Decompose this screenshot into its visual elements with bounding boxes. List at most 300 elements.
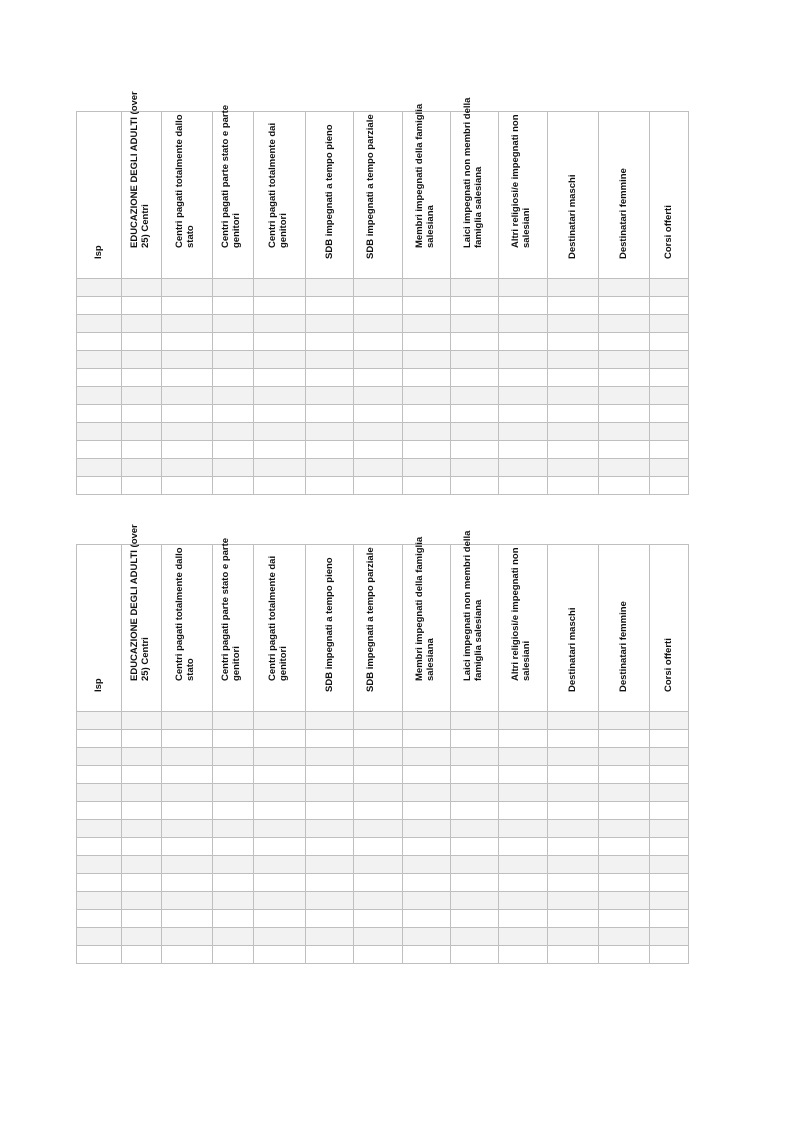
table-row xyxy=(77,459,689,477)
table-row xyxy=(77,784,689,802)
header-label: Corsi offerti xyxy=(663,205,674,259)
table-cell xyxy=(599,730,650,748)
table-cell xyxy=(548,387,599,405)
table-cell xyxy=(306,315,354,333)
table-cell xyxy=(77,333,122,351)
table-cell xyxy=(548,477,599,495)
table-cell xyxy=(599,820,650,838)
table-cell xyxy=(162,441,213,459)
table-cell xyxy=(548,766,599,784)
table-cell xyxy=(650,766,689,784)
header-label: Isp xyxy=(93,245,104,259)
table-cell xyxy=(548,459,599,477)
header-label: SDB impegnati a tempo parziale xyxy=(365,547,376,692)
table-cell xyxy=(354,423,403,441)
table-cell xyxy=(451,459,499,477)
table-cell xyxy=(548,892,599,910)
table-cell xyxy=(213,784,254,802)
header-label: Corsi offerti xyxy=(663,638,674,692)
table-cell xyxy=(122,730,162,748)
table-cell xyxy=(499,333,548,351)
table-cell xyxy=(254,874,306,892)
table-row xyxy=(77,297,689,315)
table-cell xyxy=(599,279,650,297)
table-cell xyxy=(548,820,599,838)
table-cell xyxy=(403,441,451,459)
table-cell xyxy=(254,820,306,838)
header-isp xyxy=(77,545,122,712)
table-cell xyxy=(254,315,306,333)
table-cell xyxy=(77,315,122,333)
table-cell xyxy=(306,441,354,459)
header-laici xyxy=(451,97,499,279)
table-cell xyxy=(599,802,650,820)
table-cell xyxy=(162,766,213,784)
header-sdb-tempo-pieno xyxy=(306,112,354,279)
table-cell xyxy=(254,405,306,423)
table-cell xyxy=(213,838,254,856)
table-cell xyxy=(650,784,689,802)
table-cell xyxy=(499,477,548,495)
table-cell xyxy=(499,874,548,892)
table-cell xyxy=(77,351,122,369)
table-cell xyxy=(162,333,213,351)
header-corsi-offerti xyxy=(650,112,689,279)
table-cell xyxy=(306,387,354,405)
table-cell xyxy=(306,459,354,477)
header-label: Laici impegnati non membri della famiglia salesiana xyxy=(461,97,484,248)
table-cell xyxy=(122,892,162,910)
header-label: Destinatari maschi xyxy=(567,607,578,692)
header-label: Centri pagati totalmente dallo stato xyxy=(174,114,196,248)
header-sdb-tempo-parziale xyxy=(354,112,403,279)
table-row xyxy=(77,712,689,730)
table-cell xyxy=(451,748,499,766)
table-cell xyxy=(403,784,451,802)
table-cell xyxy=(499,279,548,297)
table-cell xyxy=(354,730,403,748)
table-cell xyxy=(122,802,162,820)
table-cell xyxy=(354,928,403,946)
table-cell xyxy=(548,856,599,874)
table-cell xyxy=(254,946,306,964)
table-cell xyxy=(306,874,354,892)
header-label: Membri impegnati della famiglia salesiana xyxy=(413,536,436,681)
table-cell xyxy=(122,928,162,946)
table-cell xyxy=(548,748,599,766)
table-cell xyxy=(122,784,162,802)
table-cell xyxy=(122,405,162,423)
table-cell xyxy=(354,712,403,730)
table-cell xyxy=(354,387,403,405)
table-cell xyxy=(403,874,451,892)
table-cell xyxy=(403,802,451,820)
table-cell xyxy=(254,387,306,405)
table-cell xyxy=(499,459,548,477)
header-label: Centri pagati totalmente dai genitori xyxy=(266,555,289,681)
table-cell xyxy=(254,910,306,928)
table-row xyxy=(77,279,689,297)
table-cell xyxy=(499,441,548,459)
table-cell xyxy=(548,802,599,820)
header-centri-stato-genitori xyxy=(213,104,254,279)
table-cell xyxy=(162,856,213,874)
table-cell xyxy=(650,405,689,423)
table-cell xyxy=(403,405,451,423)
table-body xyxy=(77,279,689,495)
table-cell xyxy=(403,820,451,838)
table-cell xyxy=(354,892,403,910)
table-cell xyxy=(599,441,650,459)
table-cell xyxy=(122,315,162,333)
table-cell xyxy=(162,477,213,495)
table-cell xyxy=(162,351,213,369)
table-cell xyxy=(122,423,162,441)
table-cell xyxy=(354,405,403,423)
table-cell xyxy=(548,315,599,333)
table-cell xyxy=(548,784,599,802)
table-cell xyxy=(254,838,306,856)
table-cell xyxy=(403,369,451,387)
table-cell xyxy=(77,712,122,730)
table-cell xyxy=(650,892,689,910)
table-cell xyxy=(306,820,354,838)
table-cell xyxy=(548,730,599,748)
table-cell xyxy=(306,838,354,856)
table-cell xyxy=(77,748,122,766)
table-cell xyxy=(599,838,650,856)
header-sdb-tempo-parziale xyxy=(354,545,403,712)
header-label: EDUCAZIONE DEGLI ADULTI (over 25) Centri xyxy=(128,91,151,248)
table-cell xyxy=(650,279,689,297)
table-cell xyxy=(499,784,548,802)
header-laici xyxy=(451,530,499,712)
table-cell xyxy=(599,766,650,784)
table-cell xyxy=(650,928,689,946)
table-row xyxy=(77,838,689,856)
table-cell xyxy=(548,838,599,856)
table-cell xyxy=(254,730,306,748)
table-cell xyxy=(451,820,499,838)
table-cell xyxy=(122,712,162,730)
header-educazione-adulti xyxy=(122,524,162,712)
table-cell xyxy=(162,405,213,423)
table-cell xyxy=(499,946,548,964)
table-cell xyxy=(599,333,650,351)
table-cell xyxy=(122,856,162,874)
table-cell xyxy=(499,892,548,910)
table-cell xyxy=(122,748,162,766)
table-cell xyxy=(213,748,254,766)
header-row xyxy=(77,545,689,712)
table-cell xyxy=(451,910,499,928)
table-cell xyxy=(650,874,689,892)
table-cell xyxy=(451,946,499,964)
table-cell xyxy=(599,423,650,441)
table-cell xyxy=(403,748,451,766)
table-cell xyxy=(650,351,689,369)
table-cell xyxy=(162,459,213,477)
table-cell xyxy=(213,892,254,910)
table-cell xyxy=(213,928,254,946)
header-centri-stato-genitori xyxy=(213,537,254,712)
table-cell xyxy=(306,892,354,910)
table-cell xyxy=(548,874,599,892)
table-cell xyxy=(499,315,548,333)
table-cell xyxy=(77,784,122,802)
table-cell xyxy=(548,946,599,964)
table-cell xyxy=(403,423,451,441)
table-cell xyxy=(599,784,650,802)
table-cell xyxy=(499,297,548,315)
table-cell xyxy=(599,387,650,405)
table-body xyxy=(77,712,689,964)
table-cell xyxy=(499,820,548,838)
table-cell xyxy=(599,910,650,928)
header-membri-famiglia xyxy=(403,536,451,712)
header-label: EDUCAZIONE DEGLI ADULTI (over 25) Centri xyxy=(128,524,151,681)
table-row xyxy=(77,477,689,495)
table-cell xyxy=(213,405,254,423)
table-cell xyxy=(122,838,162,856)
table-cell xyxy=(306,748,354,766)
table-cell xyxy=(254,784,306,802)
table-cell xyxy=(306,405,354,423)
table-row xyxy=(77,766,689,784)
table-cell xyxy=(354,369,403,387)
header-label: Centri pagati totalmente dai genitori xyxy=(266,122,289,248)
header-label: SDB impegnati a tempo pieno xyxy=(323,557,335,692)
header-altri-religiosi xyxy=(499,545,548,712)
header-label: Membri impegnati della famiglia salesiana xyxy=(413,103,436,248)
table-cell xyxy=(77,766,122,784)
table-cell xyxy=(599,459,650,477)
table-row xyxy=(77,351,689,369)
table-cell xyxy=(548,297,599,315)
table-cell xyxy=(354,784,403,802)
table-cell xyxy=(650,459,689,477)
table-cell xyxy=(213,459,254,477)
table-cell xyxy=(306,802,354,820)
table-cell xyxy=(650,946,689,964)
table-cell xyxy=(354,856,403,874)
table-cell xyxy=(451,477,499,495)
table-row xyxy=(77,910,689,928)
table-cell xyxy=(354,748,403,766)
table-cell xyxy=(213,351,254,369)
header-label: Altri religiosi/e impegnati non salesiani xyxy=(510,114,532,248)
table-cell xyxy=(122,441,162,459)
table-cell xyxy=(122,946,162,964)
table-cell xyxy=(451,279,499,297)
table-cell xyxy=(354,333,403,351)
table-cell xyxy=(650,441,689,459)
table-cell xyxy=(499,928,548,946)
table-cell xyxy=(122,477,162,495)
table-cell xyxy=(77,730,122,748)
table-cell xyxy=(77,369,122,387)
table-cell xyxy=(77,874,122,892)
header-destinatari-femmine xyxy=(599,112,650,279)
table-cell xyxy=(403,766,451,784)
table-cell xyxy=(254,712,306,730)
table-cell xyxy=(499,351,548,369)
table-cell xyxy=(354,838,403,856)
table-cell xyxy=(162,423,213,441)
header-sdb-tempo-pieno xyxy=(306,545,354,712)
table-cell xyxy=(77,856,122,874)
table-cell xyxy=(254,766,306,784)
table-cell xyxy=(122,910,162,928)
table-cell xyxy=(451,802,499,820)
table-cell xyxy=(162,892,213,910)
table-cell xyxy=(403,838,451,856)
table-cell xyxy=(213,369,254,387)
table-cell xyxy=(77,477,122,495)
table-cell xyxy=(122,874,162,892)
table-cell xyxy=(162,387,213,405)
table-cell xyxy=(354,874,403,892)
table-row xyxy=(77,315,689,333)
table-cell xyxy=(403,459,451,477)
table-cell xyxy=(499,748,548,766)
header-altri-religiosi xyxy=(499,112,548,279)
table-cell xyxy=(77,423,122,441)
table-cell xyxy=(403,351,451,369)
header-destinatari-maschi xyxy=(548,112,599,279)
table-cell xyxy=(548,712,599,730)
table-cell xyxy=(650,333,689,351)
table-cell xyxy=(213,856,254,874)
table-cell xyxy=(213,802,254,820)
table-cell xyxy=(499,405,548,423)
table-cell xyxy=(354,441,403,459)
table-cell xyxy=(254,928,306,946)
table-cell xyxy=(451,874,499,892)
table-cell xyxy=(451,892,499,910)
table-row xyxy=(77,405,689,423)
table-cell xyxy=(548,369,599,387)
table-cell xyxy=(77,297,122,315)
header-centri-genitori xyxy=(254,112,306,279)
table-cell xyxy=(354,297,403,315)
table-cell xyxy=(77,928,122,946)
table-cell xyxy=(650,369,689,387)
table-cell xyxy=(306,369,354,387)
header-centri-genitori xyxy=(254,545,306,712)
table-cell xyxy=(599,297,650,315)
table-cell xyxy=(162,748,213,766)
table-cell xyxy=(306,856,354,874)
header-label: SDB impegnati a tempo parziale xyxy=(365,114,376,259)
table-cell xyxy=(306,712,354,730)
table-cell xyxy=(451,423,499,441)
table-cell xyxy=(599,351,650,369)
table-row xyxy=(77,928,689,946)
table-cell xyxy=(77,279,122,297)
table-cell xyxy=(499,712,548,730)
header-destinatari-maschi xyxy=(548,545,599,712)
table-cell xyxy=(122,459,162,477)
table-cell xyxy=(451,387,499,405)
table-cell xyxy=(354,279,403,297)
table-cell xyxy=(306,730,354,748)
table-cell xyxy=(162,315,213,333)
table-cell xyxy=(254,297,306,315)
table-cell xyxy=(451,333,499,351)
table-cell xyxy=(213,279,254,297)
table-cell xyxy=(213,387,254,405)
table-cell xyxy=(306,423,354,441)
header-isp xyxy=(77,112,122,279)
table-cell xyxy=(451,766,499,784)
table-cell xyxy=(599,892,650,910)
table-cell xyxy=(213,423,254,441)
table-cell xyxy=(403,333,451,351)
table-cell xyxy=(403,730,451,748)
header-destinatari-femmine xyxy=(599,545,650,712)
table-cell xyxy=(213,766,254,784)
header-label: Centri pagati parte stato e parte genitori xyxy=(220,104,242,248)
table-cell xyxy=(254,856,306,874)
header-corsi-offerti xyxy=(650,545,689,712)
table-cell xyxy=(650,423,689,441)
table-cell xyxy=(403,910,451,928)
table-cell xyxy=(403,892,451,910)
table-cell xyxy=(306,333,354,351)
table-cell xyxy=(77,802,122,820)
table-row xyxy=(77,892,689,910)
table-cell xyxy=(213,874,254,892)
table-cell xyxy=(499,766,548,784)
table-cell xyxy=(599,874,650,892)
table-cell xyxy=(499,369,548,387)
table-cell xyxy=(403,297,451,315)
table-cell xyxy=(599,712,650,730)
table-cell xyxy=(354,802,403,820)
table-cell xyxy=(548,928,599,946)
table-cell xyxy=(77,838,122,856)
table-cell xyxy=(306,910,354,928)
header-centri-stato xyxy=(162,112,213,279)
table-cell xyxy=(354,910,403,928)
table-cell xyxy=(306,279,354,297)
table-cell xyxy=(306,784,354,802)
table-cell xyxy=(499,387,548,405)
table-cell xyxy=(213,730,254,748)
table-cell xyxy=(650,315,689,333)
table-cell xyxy=(162,838,213,856)
header-label: Centri pagati parte stato e parte genitori xyxy=(220,537,242,681)
table-cell xyxy=(213,820,254,838)
table-cell xyxy=(650,910,689,928)
table-cell xyxy=(403,315,451,333)
table-cell xyxy=(77,910,122,928)
table-cell xyxy=(354,351,403,369)
table-cell xyxy=(213,946,254,964)
table-cell xyxy=(403,856,451,874)
table-cell xyxy=(77,892,122,910)
table-cell xyxy=(162,946,213,964)
table-cell xyxy=(599,928,650,946)
table-cell xyxy=(403,946,451,964)
table-cell xyxy=(213,477,254,495)
table-cell xyxy=(354,315,403,333)
table-cell xyxy=(650,748,689,766)
table-cell xyxy=(306,946,354,964)
table-cell xyxy=(162,784,213,802)
table-cell xyxy=(162,369,213,387)
